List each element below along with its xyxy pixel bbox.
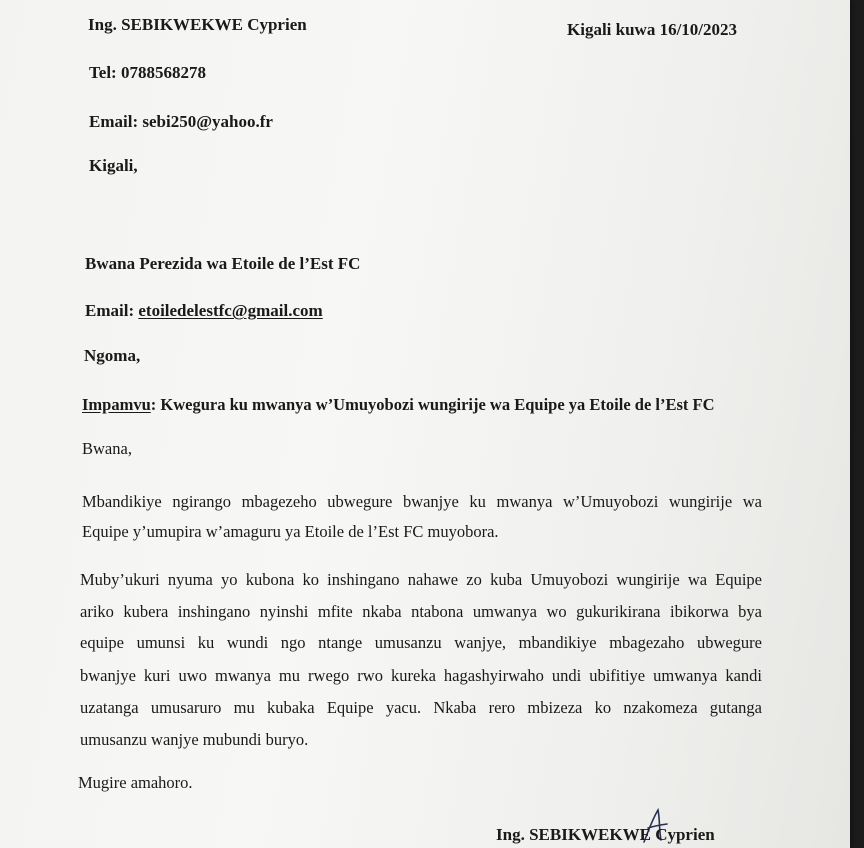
salutation: Bwana, (82, 439, 132, 458)
paragraph-2-line: uzatanga umusaruro mu kubaka Equipe yacu. Nkaba rero mbizeza ko nzakomeza gutanga (80, 698, 762, 717)
sender-email-line (89, 113, 273, 130)
sender-tel: Tel: 0788568278 (89, 63, 206, 82)
subject-line (82, 397, 715, 414)
sender-name: Ing. SEBIKWEKWE Cyprien (88, 15, 307, 34)
paragraph-1-line: Mbandikiye ngirango mbagezeho ubwegure bwanjye ku mwanya w’Umuyobozi wungirije wa (82, 492, 762, 511)
paragraph-2-line: ariko kubera inshingano nyinshi mfite nkaba ntabona umwanya wo gukurikirana ibikorwa bya (80, 602, 762, 621)
paragraph-2-line: Muby’ukuri nyuma yo kubona ko inshingano nahawe zo kuba Umuyobozi wungirije wa Equipe (80, 570, 762, 589)
sender-city: Kigali, (89, 156, 138, 175)
sender-email-value: sebi250@yahoo.fr (142, 112, 273, 131)
recipient-email-label: Email: (85, 301, 135, 320)
sender-email-label: Email: (89, 112, 139, 131)
paragraph-1-line: Equipe y’umupira w’amaguru ya Etoile de l’Est FC muyobora. (82, 522, 499, 541)
recipient-email-line (85, 302, 323, 319)
signature-name: Ing. SEBIKWEKWE Cyprien (496, 825, 715, 844)
subject-label: Impamvu (82, 395, 151, 414)
paragraph-2-line: equipe umunsi ku wundi ngo ntange umusanzu wanjye, mbandikiye mbagezaho ubwegure (80, 633, 762, 652)
paragraph-2-line: umusanzu wanjye mubundi buryo. (80, 730, 309, 749)
recipient-city: Ngoma, (84, 346, 141, 365)
closing: Mugire amahoro. (78, 773, 193, 792)
recipient-title: Bwana Perezida wa Etoile de l’Est FC (85, 254, 361, 273)
letter-date: Kigali kuwa 16/10/2023 (567, 20, 738, 39)
recipient-email-value: etoiledelestfc@gmail.com (138, 301, 323, 320)
paragraph-2-line: bwanjye kuri uwo mwanya mu rwego rwo kureka hagashyirwaho undi ubifitiye umwanya kandi (80, 666, 762, 685)
subject-text: : Kwegura ku mwanya w’Umuyobozi wungirije wa Equipe ya Etoile de l’Est FC (150, 395, 715, 414)
